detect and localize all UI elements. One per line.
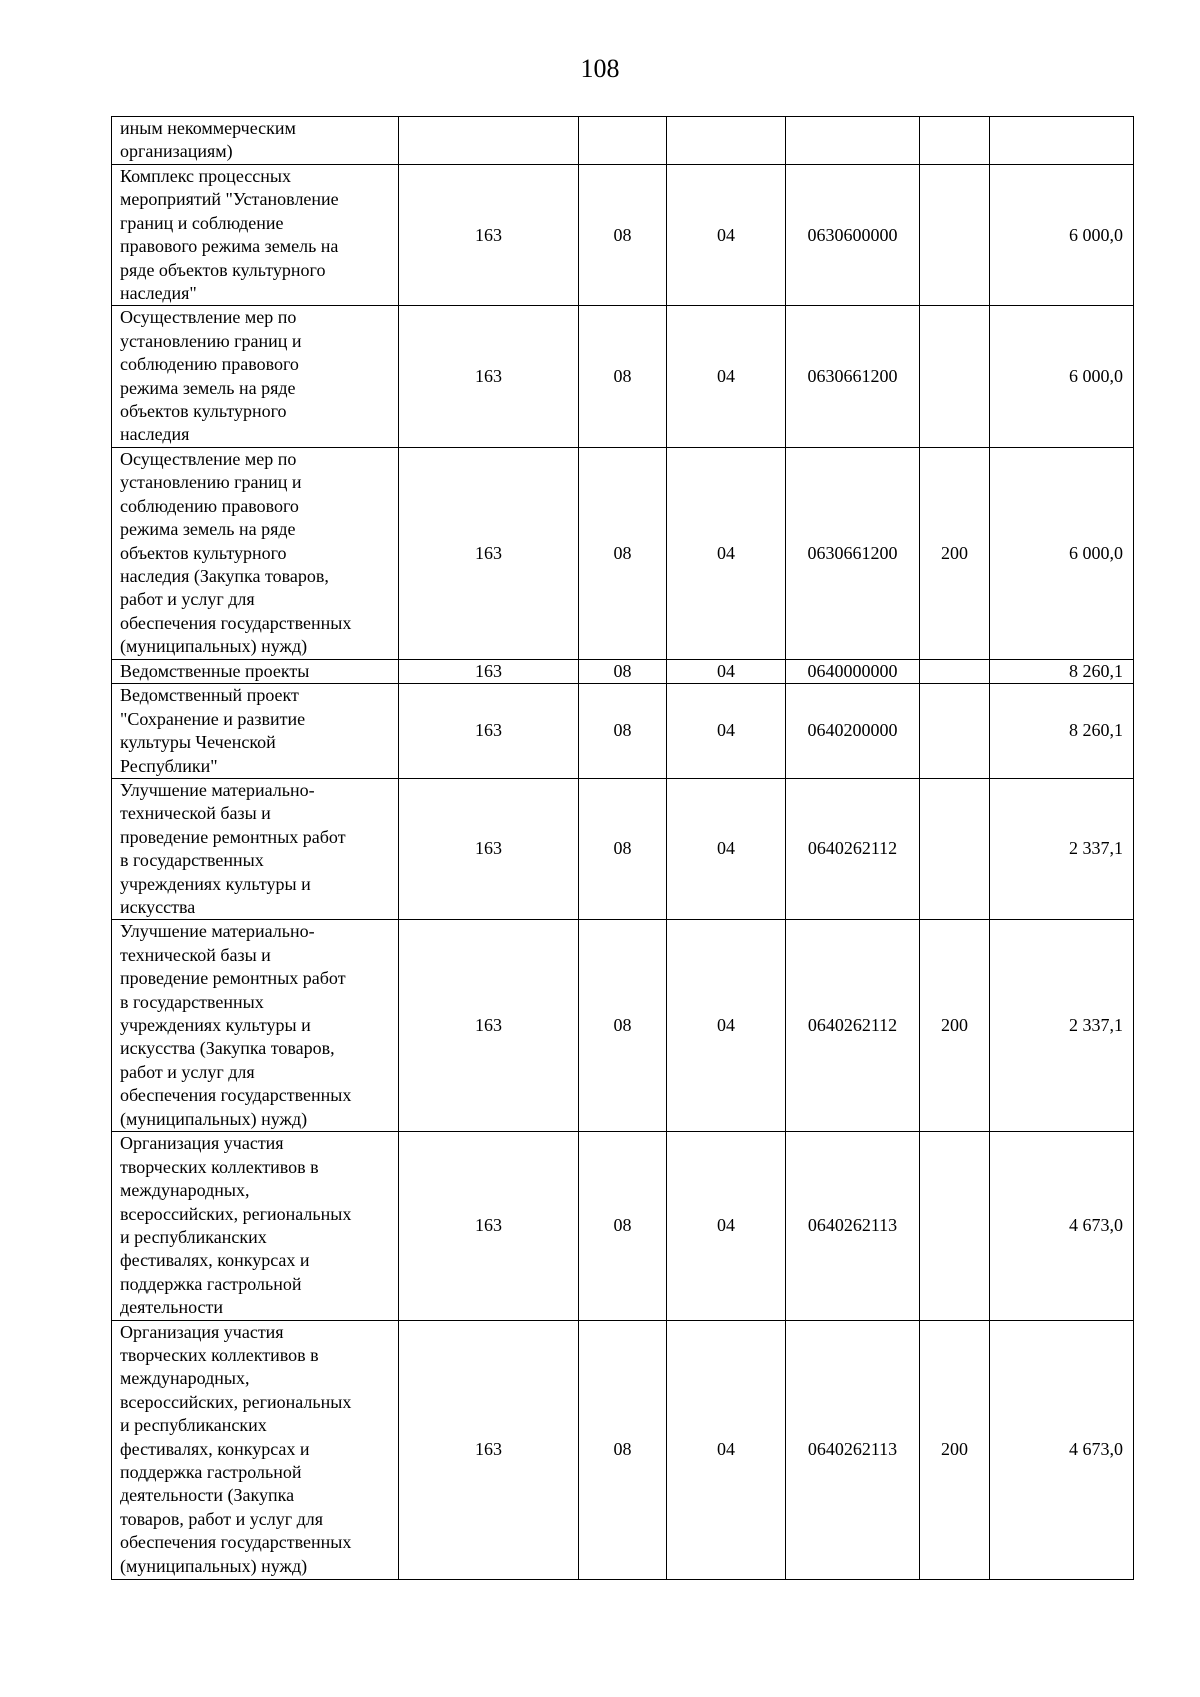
cell-admin-code: 163 [399,306,579,447]
cell-section: 08 [579,1132,667,1320]
cell-subsection: 04 [667,165,786,306]
cell-section: 08 [579,778,667,919]
cell-amount: 4 673,0 [990,1320,1134,1579]
cell-subsection: 04 [667,659,786,683]
cell-target-article: 0640262112 [786,778,920,919]
cell-name: Улучшение материально- технической базы и проведение ремонтных работ в государственных учреждениях культуры и искусства [112,778,399,919]
cell-name: Ведомственный проект "Сохранение и развитие культуры Чеченской Республики" [112,684,399,779]
cell-amount: 2 337,1 [990,920,1134,1132]
cell-expense-type [920,117,990,165]
cell-amount: 6 000,0 [990,447,1134,659]
cell-name: Осуществление мер по установлению границ и соблюдению правового режима земель на ряде объектов культурного наследия [112,306,399,447]
cell-target-article [786,117,920,165]
cell-admin-code [399,117,579,165]
cell-expense-type: 200 [920,1320,990,1579]
table-row [112,306,1134,447]
cell-admin-code: 163 [399,1132,579,1320]
cell-section: 08 [579,165,667,306]
cell-subsection: 04 [667,1132,786,1320]
cell-expense-type [920,659,990,683]
table-row [112,1132,1134,1320]
table-row [112,117,1134,165]
cell-expense-type [920,1132,990,1320]
cell-admin-code: 163 [399,165,579,306]
cell-section: 08 [579,447,667,659]
cell-name: Осуществление мер по установлению границ и соблюдению правового режима земель на ряде объектов культурного наследия (Закупка товаров, работ и услуг для обеспечения государственных (муниципальных) нужд) [112,447,399,659]
budget-table-body [112,117,1134,1580]
cell-subsection: 04 [667,1320,786,1579]
cell-amount: 8 260,1 [990,659,1134,683]
cell-target-article: 0640262113 [786,1132,920,1320]
cell-amount: 6 000,0 [990,306,1134,447]
cell-name: Ведомственные проекты [112,659,399,683]
cell-expense-type [920,306,990,447]
cell-target-article: 0640262113 [786,1320,920,1579]
table-row [112,447,1134,659]
cell-name: иным некоммерческим организациям) [112,117,399,165]
cell-subsection: 04 [667,920,786,1132]
cell-name: Организация участия творческих коллективов в международных, всероссийских, региональных и республиканских фестивалях, конкурсах и поддержка гастрольной деятельности (Закупка товаров, работ и услуг для обеспечения государственных (муниципальных) нужд) [112,1320,399,1579]
cell-section: 08 [579,920,667,1132]
cell-amount: 6 000,0 [990,165,1134,306]
cell-name: Улучшение материально- технической базы и проведение ремонтных работ в государственных учреждениях культуры и искусства (Закупка товаров, работ и услуг для обеспечения государственных (муниципальных) нужд) [112,920,399,1132]
cell-admin-code: 163 [399,1320,579,1579]
cell-section: 08 [579,1320,667,1579]
table-row [112,778,1134,919]
cell-admin-code: 163 [399,659,579,683]
cell-amount: 4 673,0 [990,1132,1134,1320]
cell-admin-code: 163 [399,447,579,659]
cell-name: Организация участия творческих коллективов в международных, всероссийских, региональных и республиканских фестивалях, конкурсах и поддержка гастрольной деятельности [112,1132,399,1320]
cell-target-article: 0640262112 [786,920,920,1132]
cell-expense-type: 200 [920,447,990,659]
cell-expense-type: 200 [920,920,990,1132]
cell-subsection: 04 [667,684,786,779]
table-row [112,1320,1134,1579]
cell-amount [990,117,1134,165]
cell-subsection [667,117,786,165]
table-row [112,920,1134,1132]
cell-subsection: 04 [667,778,786,919]
page-number: 108 [580,54,620,83]
cell-target-article: 0640200000 [786,684,920,779]
cell-amount: 8 260,1 [990,684,1134,779]
cell-amount: 2 337,1 [990,778,1134,919]
cell-admin-code: 163 [399,684,579,779]
cell-target-article: 0630661200 [786,306,920,447]
table-row [112,165,1134,306]
cell-target-article: 0630600000 [786,165,920,306]
cell-admin-code: 163 [399,920,579,1132]
cell-section: 08 [579,306,667,447]
cell-target-article: 0630661200 [786,447,920,659]
cell-section: 08 [579,684,667,779]
cell-admin-code: 163 [399,778,579,919]
cell-expense-type [920,684,990,779]
cell-section [579,117,667,165]
cell-name: Комплекс процессных мероприятий "Установление границ и соблюдение правового режима земель на ряде объектов культурного наследия" [112,165,399,306]
cell-subsection: 04 [667,306,786,447]
table-row [112,684,1134,779]
cell-subsection: 04 [667,447,786,659]
budget-table [111,116,1134,1580]
cell-section: 08 [579,659,667,683]
cell-expense-type [920,778,990,919]
table-row [112,659,1134,683]
cell-target-article: 0640000000 [786,659,920,683]
cell-expense-type [920,165,990,306]
